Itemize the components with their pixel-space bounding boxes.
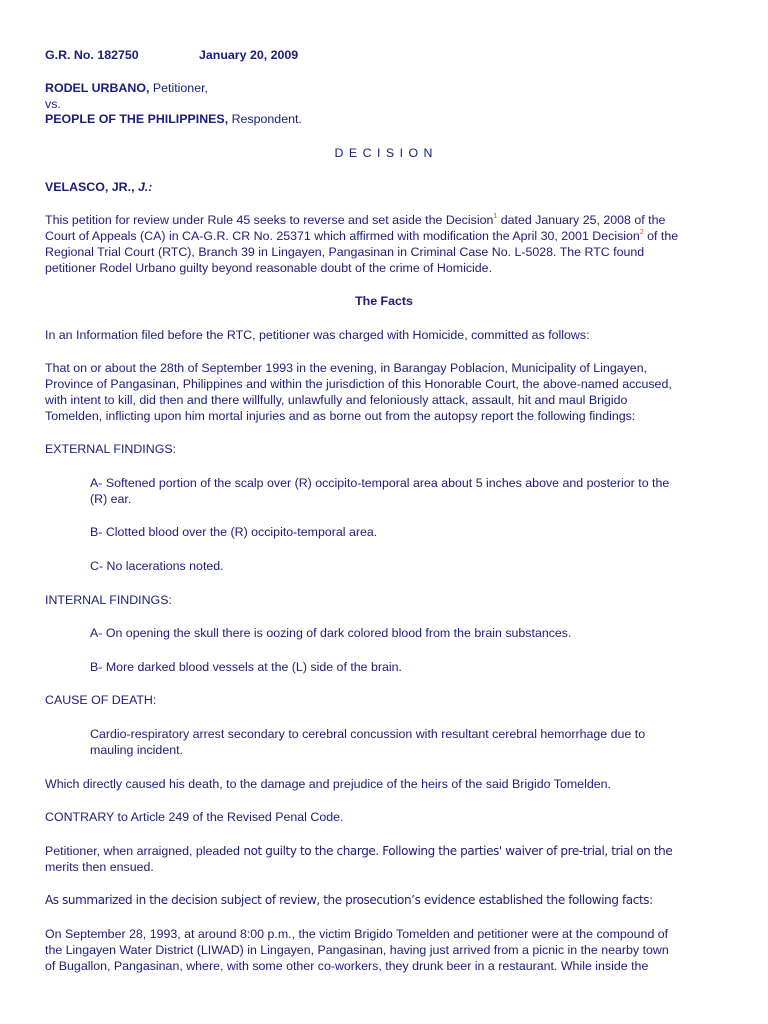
case-number (45, 47, 299, 63)
ponente-title: J.: (137, 180, 153, 194)
external-findings-heading: EXTERNAL FINDINGS: (45, 442, 177, 456)
respondent-role: Respondent. (231, 112, 302, 126)
ponente-name: VELASCO, JR., (45, 180, 135, 194)
information-line: In an Information filed before the RTC, petitioner was charged with Homicide, committed as follows: (45, 328, 590, 342)
internal-findings-heading: INTERNAL FINDINGS: (45, 593, 172, 607)
which-caused-line: Which directly caused his death, to the damage and prejudice of the heirs of the said Brigido Tomelden. (45, 777, 611, 791)
intro-line-2: Court of Appeals (CA) in CA-G.R. CR No. 25371 which affirmed with modification the April 30, 2001 Decision$^2$ of the (45, 229, 679, 243)
case-date: January 20, 2009 (199, 48, 299, 62)
respondent-name: PEOPLE OF THE PHILIPPINES, (45, 112, 229, 126)
internal-finding-b: B- More darked blood vessels at the (L) side of the brain. (90, 660, 402, 674)
respondent-line (45, 111, 302, 127)
facts-paragraph-line: of Bugallon, Pangasinan, where, with some other co-workers, they drunk beer in a restaurant. While inside the (45, 959, 649, 973)
contrary-line: CONTRARY to Article 249 of the Revised Penal Code. (45, 810, 344, 824)
footnote-link-2[interactable]: 2 (639, 229, 644, 236)
versus-text: vs. (45, 97, 61, 111)
facts-paragraph-line: the Lingayen Water District (LIWAD) in Lingayen, Pangasinan, having just arrived from a picnic in the nearby town (45, 943, 669, 957)
ponente (45, 179, 152, 195)
arraignment-line-2: merits then ensued. (45, 860, 154, 874)
decision-title: D E C I S I O N (334, 146, 434, 160)
facts-paragraph-line: On September 28, 1993, at around 8:00 p.m., the victim Brigido Tomelden and petitioner were at the compound of (45, 927, 669, 941)
facts-heading: The Facts (355, 294, 413, 308)
gr-number: G.R. No. 182750 (45, 48, 139, 62)
external-finding-a: A- Softened portion of the scalp over (R) occipito-temporal area about 5 inches above and posterior to the (90, 476, 670, 490)
petitioner-role: Petitioner, (152, 81, 208, 95)
charge-line: Tomelden, inflicting upon him mortal injuries and as borne out from the autopsy report the following findings: (45, 409, 636, 423)
external-finding-b: B- Clotted blood over the (R) occipito-temporal area. (90, 525, 378, 539)
intro-line-4: petitioner Rodel Urbano guilty beyond reasonable doubt of the crime of Homicide. (45, 261, 493, 275)
external-finding-c: C- No lacerations noted. (90, 559, 224, 573)
charge-line: with intent to kill, did then and there willfully, unlawfully and feloniously attack, assault, hit and maul Brigido (45, 393, 628, 407)
arraignment-line-1: Petitioner, when arraigned, pleaded not guilty to the charge. Following the parties' waiver of pre-trial, trial on the (45, 844, 673, 858)
internal-finding-a: A- On opening the skull there is oozing of dark colored blood from the brain substances. (90, 626, 572, 640)
intro-line-1: This petition for review under Rule 45 seeks to reverse and set aside the Decision$^1$ dated January 25, 2008 of the (45, 213, 666, 227)
cause-of-death-text: Cardio-respiratory arrest secondary to cerebral concussion with resultant cerebral hemorrhage due to (90, 727, 646, 741)
petitioner-name: RODEL URBANO, (45, 81, 150, 95)
cause-of-death-heading: CAUSE OF DEATH: (45, 693, 157, 707)
footnote-link-1[interactable]: 1 (493, 213, 498, 220)
charge-line: That on or about the 28th of September 1993 in the evening, in Barangay Poblacion, Municipality of Lingayen, (45, 361, 648, 375)
intro-line-3: Regional Trial Court (RTC), Branch 39 in Lingayen, Pangasinan in Criminal Case No. L-5028. The RTC found (45, 245, 645, 259)
external-finding-a-cont: (R) ear. (90, 492, 132, 506)
cause-of-death-text: mauling incident. (90, 743, 183, 757)
charge-line: Province of Pangasinan, Philippines and within the jurisdiction of this Honorable Court, the above-named accused, (45, 377, 672, 391)
petitioner-line (45, 80, 208, 96)
summarized-line: As summarized in the decision subject of review, the prosecution’s evidence established the following facts: (45, 893, 653, 907)
